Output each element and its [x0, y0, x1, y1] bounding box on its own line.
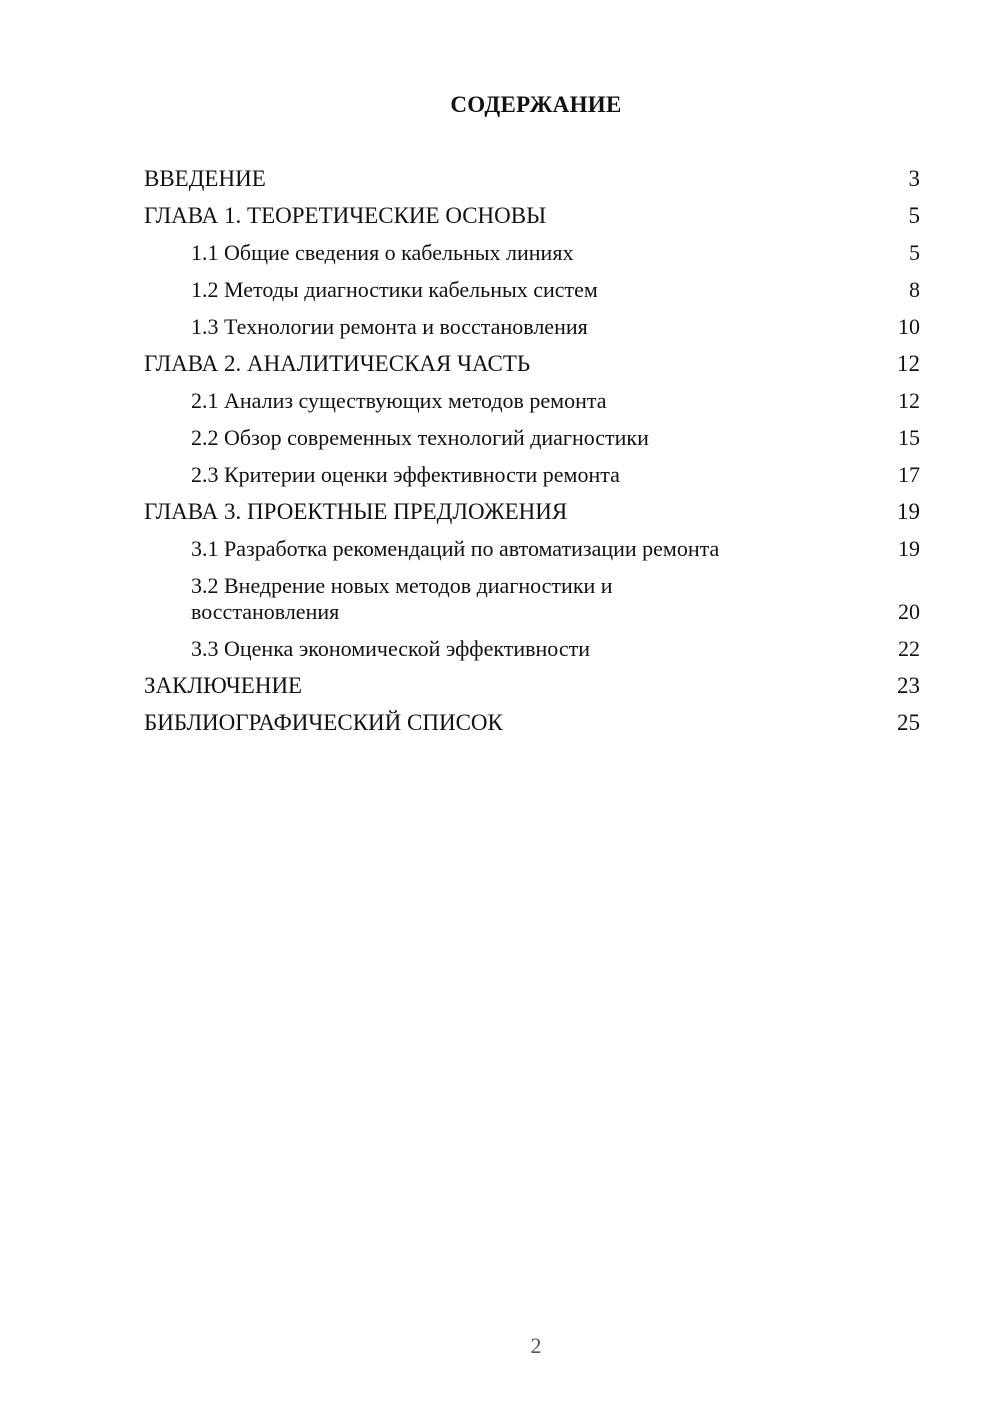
toc-entry-chapter-1[interactable]: [144, 203, 920, 229]
toc-entry-chapter-3[interactable]: [144, 499, 920, 525]
toc-entry-section-2-2[interactable]: [144, 425, 920, 451]
toc-entry-section-2-1[interactable]: [144, 388, 920, 414]
toc-entry-text: ГЛАВА 1. ТЕОРЕТИЧЕСКИЕ ОСНОВЫ: [144, 203, 547, 228]
toc-entry-section-3-2[interactable]: [144, 573, 920, 625]
toc-entry-page: 5: [909, 240, 920, 265]
toc-entry-text: 2.3 Критерии оценки эффективности ремонта: [191, 462, 620, 487]
toc-entry-text: 2.2 Обзор современных технологий диагностики: [191, 425, 649, 450]
table-of-contents: [144, 166, 920, 747]
toc-entry-page: 8: [909, 277, 920, 302]
toc-entry-page: 19: [898, 536, 920, 561]
toc-entry-chapter-2[interactable]: [144, 351, 920, 377]
toc-entry-page: 23: [897, 673, 920, 698]
toc-entry-conclusion[interactable]: [144, 673, 920, 699]
toc-entry-text: ГЛАВА 2. АНАЛИТИЧЕСКАЯ ЧАСТЬ: [144, 351, 531, 376]
toc-entry-text: 3.1 Разработка рекомендаций по автоматизации ремонта: [191, 536, 720, 561]
toc-entry-text: ВВЕДЕНИЕ: [144, 166, 266, 191]
toc-entry-section-1-1[interactable]: [144, 240, 920, 266]
toc-entry-page: 12: [897, 351, 920, 376]
toc-entry-page: 25: [897, 710, 920, 735]
toc-entry-introduction[interactable]: [144, 166, 920, 192]
toc-entry-page: 10: [898, 314, 920, 339]
toc-entry-text: 3.2 Внедрение новых методов диагностики и восстановления: [191, 573, 613, 624]
toc-entry-section-3-3[interactable]: [144, 636, 920, 662]
toc-entry-section-3-1[interactable]: [144, 536, 920, 562]
toc-entry-text: 1.1 Общие сведения о кабельных линиях: [191, 240, 574, 265]
toc-entry-section-1-3[interactable]: [144, 314, 920, 340]
toc-entry-section-1-2[interactable]: [144, 277, 920, 303]
toc-entry-text: БИБЛИОГРАФИЧЕСКИЙ СПИСОК: [144, 710, 503, 735]
toc-entry-text: 3.3 Оценка экономической эффективности: [191, 636, 590, 661]
toc-entry-section-2-3[interactable]: [144, 462, 920, 488]
toc-entry-page: 19: [897, 499, 920, 524]
page-number: 2: [530, 1333, 542, 1358]
page-title: СОДЕРЖАНИЕ: [450, 92, 622, 117]
toc-entry-text: ГЛАВА 3. ПРОЕКТНЫЕ ПРЕДЛОЖЕНИЯ: [144, 499, 568, 524]
toc-entry-page: 22: [898, 636, 920, 661]
toc-entry-page: 3: [908, 166, 920, 191]
toc-entry-text: 1.2 Методы диагностики кабельных систем: [191, 277, 598, 302]
toc-entry-page: 15: [898, 425, 920, 450]
toc-entry-page: 17: [898, 462, 920, 487]
toc-entry-page: 12: [898, 388, 920, 413]
toc-entry-page: 20: [898, 599, 920, 624]
toc-entry-page: 5: [908, 203, 920, 228]
toc-entry-text: 2.1 Анализ существующих методов ремонта: [191, 388, 607, 413]
toc-entry-text: ЗАКЛЮЧЕНИЕ: [144, 673, 303, 698]
toc-entry-text: 1.3 Технологии ремонта и восстановления: [191, 314, 588, 339]
toc-entry-bibliography[interactable]: [144, 710, 920, 736]
